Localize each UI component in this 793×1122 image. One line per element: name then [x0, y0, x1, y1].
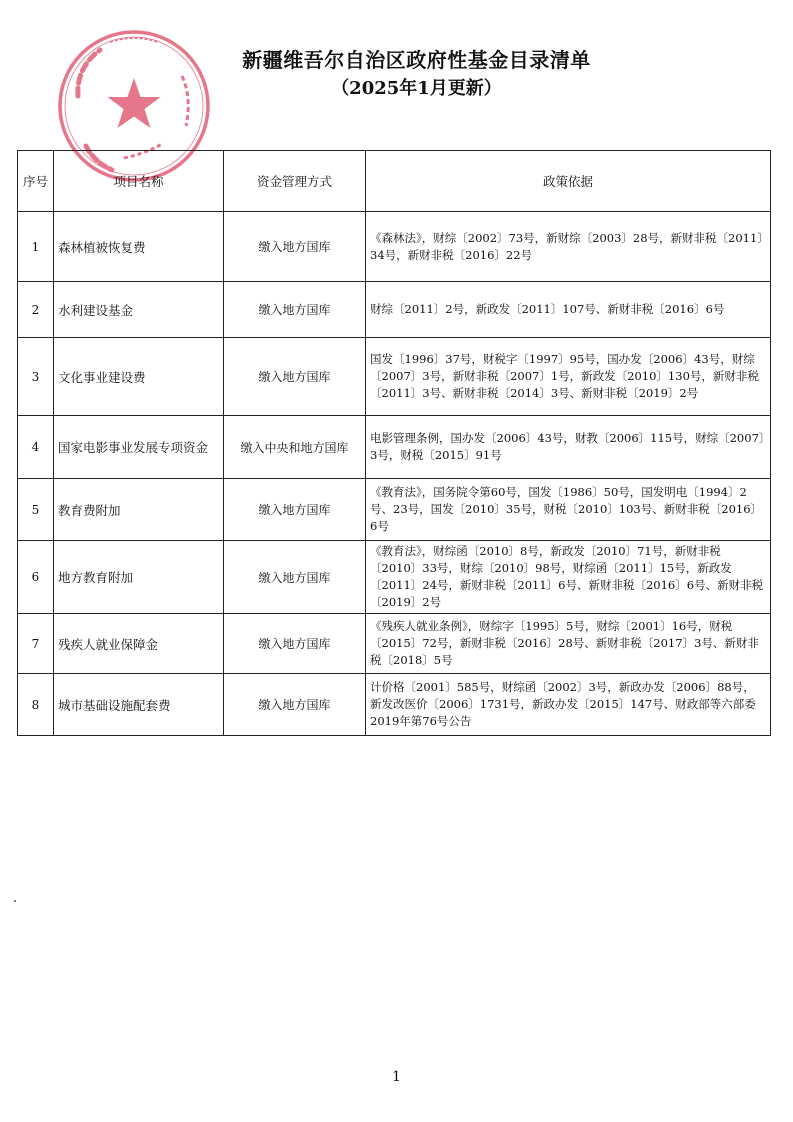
row-mode: 缴入中央和地方国库: [224, 416, 366, 479]
row-no: 8: [18, 674, 54, 736]
header-basis: 政策依据: [366, 151, 771, 212]
row-basis: 《残疾人就业条例》，财综字〔1995〕5号，财综〔2001〕16号，财税〔2015〕72号，新财非税〔2016〕28号、新财非税〔2017〕3号、新财非税〔2018〕5号: [366, 614, 771, 674]
row-basis: 《教育法》，财综函〔2010〕8号，新政发〔2010〕71号，新财非税〔2010〕33号，财综〔2010〕98号，财综函〔2011〕15号，新政发〔2011〕24号，新财非税〔2011〕6号、新财非税〔2016〕6号、新财非税〔2019〕2号: [366, 541, 771, 614]
table-row: [18, 674, 771, 736]
row-name: 地方教育附加: [54, 541, 224, 614]
row-name: 国家电影事业发展专项资金: [54, 416, 224, 479]
table-header-row: [18, 151, 771, 212]
table-row: [18, 338, 771, 416]
row-name: 城市基础设施配套费: [54, 674, 224, 736]
row-mode: 缴入地方国库: [224, 614, 366, 674]
row-no: 2: [18, 282, 54, 338]
row-mode: 缴入地方国库: [224, 282, 366, 338]
row-name: 教育费附加: [54, 479, 224, 541]
row-basis: 计价格〔2001〕585号，财综函〔2002〕3号，新政办发〔2006〕88号，新发改医价〔2006〕1731号，新政办发〔2015〕147号、财政部等六部委2019年第76号公告: [366, 674, 771, 736]
row-basis: 电影管理条例，国办发〔2006〕43号，财教〔2006〕115号，财综〔2007〕3号，财税〔2015〕91号: [366, 416, 771, 479]
row-no: 1: [18, 212, 54, 282]
row-no: 3: [18, 338, 54, 416]
scan-speck: [14, 900, 16, 902]
table-row: [18, 212, 771, 282]
row-no: 6: [18, 541, 54, 614]
row-mode: 缴入地方国库: [224, 212, 366, 282]
fund-catalog-table: [17, 150, 771, 736]
row-name: 水利建设基金: [54, 282, 224, 338]
row-mode: 缴入地方国库: [224, 338, 366, 416]
row-mode: 缴入地方国库: [224, 541, 366, 614]
header-mode: 资金管理方式: [224, 151, 366, 212]
header-no: 序号: [18, 151, 54, 212]
table-row: [18, 614, 771, 674]
document-title: 新疆维吾尔自治区政府性基金目录清单: [242, 48, 591, 72]
row-no: 7: [18, 614, 54, 674]
row-mode: 缴入地方国库: [224, 674, 366, 736]
row-no: 4: [18, 416, 54, 479]
header-name: 项目名称: [54, 151, 224, 212]
document-subtitle: （2025年1月更新）: [331, 78, 502, 99]
row-basis: 《教育法》，国务院令第60号，国发〔1986〕50号，国发明电〔1994〕2号、23号，国发〔2010〕35号，财税〔2010〕103号、新财非税〔2016〕6号: [366, 479, 771, 541]
row-name: 文化事业建设费: [54, 338, 224, 416]
row-no: 5: [18, 479, 54, 541]
row-name: 残疾人就业保障金: [54, 614, 224, 674]
table-row: [18, 416, 771, 479]
page-number: 1: [392, 1069, 401, 1085]
table-row: [18, 282, 771, 338]
row-name: 森林植被恢复费: [54, 212, 224, 282]
row-basis: 财综〔2011〕2号，新政发〔2011〕107号、新财非税〔2016〕6号: [366, 282, 771, 338]
row-mode: 缴入地方国库: [224, 479, 366, 541]
table-row: [18, 479, 771, 541]
row-basis: 《森林法》，财综〔2002〕73号，新财综〔2003〕28号，新财非税〔2011〕34号，新财非税〔2016〕22号: [366, 212, 771, 282]
row-basis: 国发〔1996〕37号，财税字〔1997〕95号，国办发〔2006〕43号，财综〔2007〕3号，新财非税〔2007〕1号，新政发〔2010〕130号，新财非税〔2011〕3号、新财非税〔2014〕3号、新财非税〔2019〕2号: [366, 338, 771, 416]
table-row: [18, 541, 771, 614]
